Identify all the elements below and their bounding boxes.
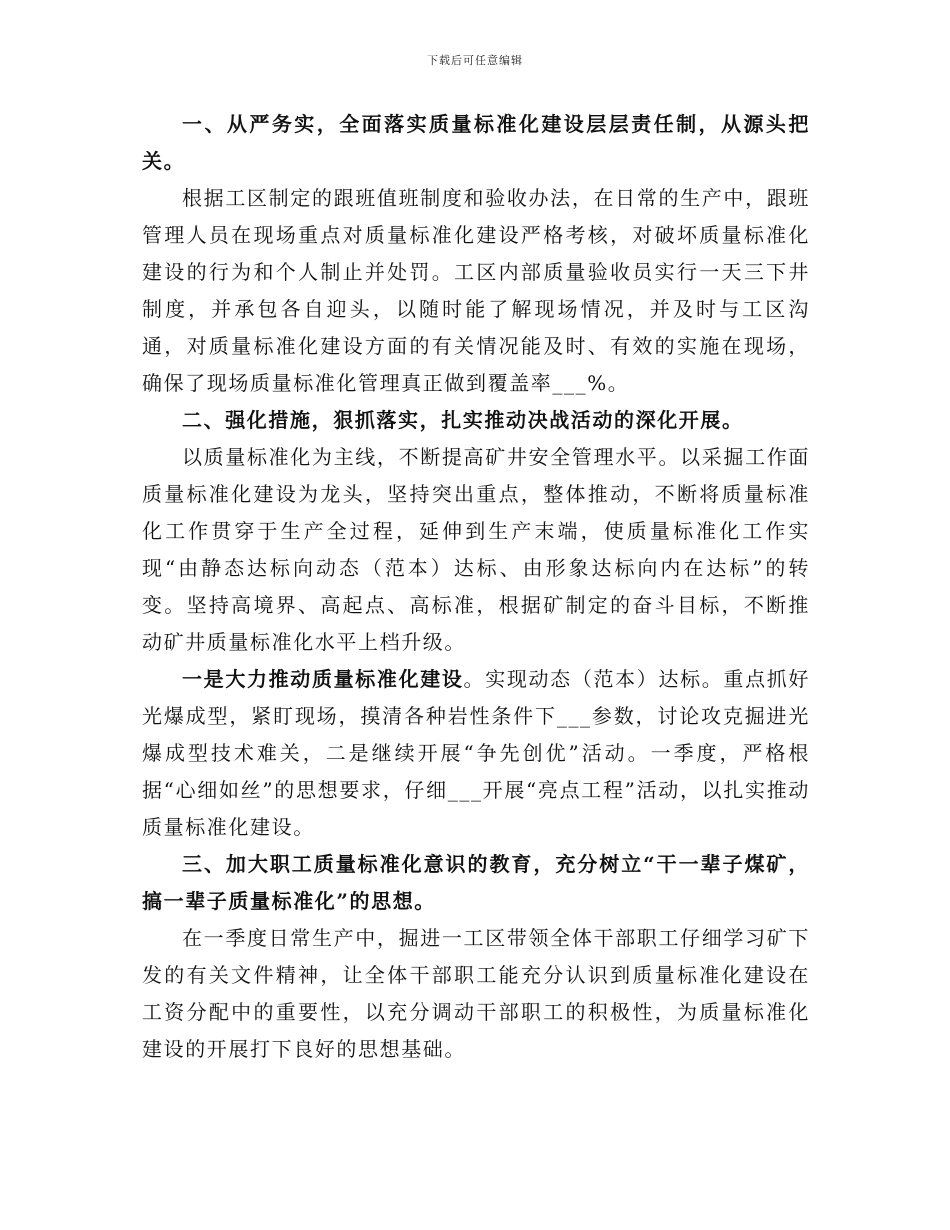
section-heading-3: 三、加大职工质量标准化意识的教育，充分树立“干一辈子煤矿，搞一辈子质量标准化”的思想。 bbox=[142, 852, 810, 913]
paragraph-1: 根据工区制定的跟班值班制度和验收办法，在日常的生产中，跟班管理人员在现场重点对质量标准化建设严格考核，对破坏质量标准化建设的行为和个人制止并处罚。工区内部质量验收员实行一天三下井制度，并承包各自迎头，以随时能了解现场情况，并及时与工区沟通，对质量标准化建设方面的有关情况能及时、有效的实施在现场，确保了现场质量标准化管理真正做到覆盖率___%。 bbox=[142, 186, 810, 395]
document-body bbox=[142, 106, 810, 1068]
paragraph-3-lead: 一是大力推动质量标准化建设 bbox=[182, 667, 464, 691]
section-heading-1: 一、从严务实，全面落实质量标准化建设层层责任制，从源头把关。 bbox=[142, 112, 810, 173]
paragraph-4: 在一季度日常生产中，掘进一工区带领全体干部职工仔细学习矿下发的有关文件精神，让全体干部职工能充分认识到质量标准化建设在工资分配中的重要性，以充分调动干部职工的积极性，为质量标准化建设的开展打下良好的思想基础。 bbox=[142, 926, 810, 1061]
section-heading-2: 二、强化措施，狠抓落实，扎实推动决战活动的深化开展。 bbox=[182, 408, 744, 432]
page-header: 下载后可任意编辑 bbox=[427, 54, 523, 67]
paragraph-3 bbox=[142, 661, 810, 846]
paragraph-3-body: 。实现动态（范本）达标。重点抓好光爆成型，紧盯现场，摸清各种岩性条件下___参数，讨论攻克掘进光爆成型技术难关，二是继续开展“争先创优”活动。一季度，严格根据“心细如丝”的思想要求，仔细___开展“亮点工程”活动，以扎实推动质量标准化建设。 bbox=[142, 667, 810, 839]
paragraph-2: 以质量标准化为主线，不断提高矿井安全管理水平。以采掘工作面质量标准化建设为龙头，坚持突出重点，整体推动，不断将质量标准化工作贯穿于生产全过程，延伸到生产末端，使质量标准化工作实现“由静态达标向动态（范本）达标、由形象达标向内在达标”的转变。坚持高境界、高起点、高标准，根据矿制定的奋斗目标，不断推动矿井质量标准化水平上档升级。 bbox=[142, 445, 810, 654]
